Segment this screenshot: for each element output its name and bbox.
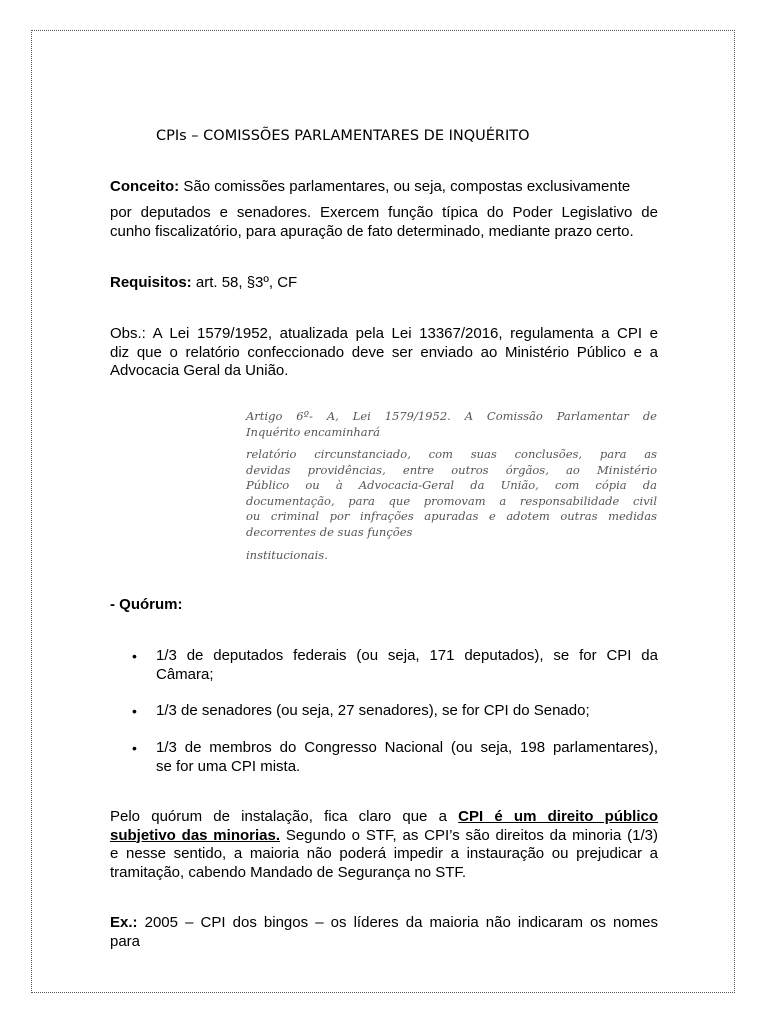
concept-first-line <box>110 178 630 195</box>
document-title: CPIs – COMISSÕES PARLAMENTARES DE INQUÉRITO <box>156 128 530 144</box>
quote-line-6: documentação, para que promovam a responsabilidade civil <box>246 493 657 508</box>
bullet-icon: • <box>132 703 137 719</box>
quote-line-5: Público ou à Advocacia-Geral da União, com cópia da <box>246 478 657 492</box>
concept-paragraph <box>110 204 658 241</box>
quote-line-1: Artigo 6º- A, Lei 1579/1952. A Comissão Parlamentar de <box>246 409 657 423</box>
quorum-item-3-line-2: se for uma CPI mista. <box>156 757 301 775</box>
installation-paragraph <box>110 808 658 882</box>
law-quote-end <box>246 548 657 564</box>
requirements-label: Requisitos: <box>110 274 192 291</box>
installation-line-3: e nesse sentido, a maioria não poderá impedir a instauração ou prejudicar a <box>110 845 658 862</box>
quorum-heading: - Quórum: <box>110 596 183 613</box>
quorum-item-2-line-1: 1/3 de senadores (ou seja, 27 senadores), se for CPI do Senado; <box>156 702 590 719</box>
obs-paragraph <box>110 325 658 381</box>
obs-line-2: diz que o relatório confeccionado deve ser enviado ao Ministério Público e a <box>110 343 658 361</box>
quote-line-9: institucionais. <box>246 548 328 562</box>
example-label: Ex.: <box>110 914 138 931</box>
quote-line-8: decorrentes de suas funções <box>246 524 413 539</box>
concept-line-2: por deputados e senadores. Exercem função típica do Poder Legislativo de <box>110 204 658 221</box>
requirements-text: art. 58, §3º, CF <box>195 274 298 291</box>
installation-line-4: tramitação, cabendo Mandado de Segurança no STF. <box>110 863 467 881</box>
example-line-2: para <box>110 932 141 950</box>
minority-right-emphasis-cont: subjetivo das minorias. <box>110 826 280 844</box>
quorum-item-3-line-1: 1/3 de membros do Congresso Nacional (ou seja, 198 parlamentares), <box>156 739 658 756</box>
quorum-item-1-line-2: Câmara; <box>156 665 214 683</box>
concept-line-1: São comissões parlamentares, ou seja, compostas exclusivamente <box>183 178 631 195</box>
concept-line-3: cunho fiscalizatório, para apuração de fato determinado, mediante prazo certo. <box>110 222 634 240</box>
installation-line-2: subjetivo das minorias. Segundo o STF, as CPI’s são direitos da minoria (1/3) <box>110 826 658 844</box>
quote-line-3: relatório circunstanciado, com suas conclusões, para as <box>246 447 657 461</box>
installation-line-1: Pelo quórum de instalação, fica claro que a CPI é um direito público <box>110 808 659 825</box>
bullet-icon: • <box>132 740 137 756</box>
example-paragraph <box>110 914 658 951</box>
law-quote-header <box>246 409 657 440</box>
obs-line-3: Advocacia Geral da União. <box>110 362 289 379</box>
example-line-1: Ex.: 2005 – CPI dos bingos – os líderes da maioria não indicaram os nomes <box>110 914 658 931</box>
bullet-icon: • <box>132 648 137 664</box>
quote-line-2: Inquérito encaminhará <box>246 424 381 439</box>
concept-label: Conceito: <box>110 178 180 195</box>
quorum-item-1-line-1: 1/3 de deputados federais (ou seja, 171 deputados), se for CPI da <box>156 647 658 664</box>
obs-line-1: Obs.: A Lei 1579/1952, atualizada pela Lei 13367/2016, regulamenta a CPI e <box>110 325 658 342</box>
requirements-paragraph <box>110 274 658 293</box>
law-quote-body <box>246 447 657 540</box>
minority-right-emphasis: CPI é um direito público <box>458 808 659 825</box>
quote-line-4: devidas providências, entre outros órgãos, ao Ministério <box>246 462 657 477</box>
quote-line-7: ou criminal por infrações apuradas e adotem outras medidas <box>246 509 657 523</box>
